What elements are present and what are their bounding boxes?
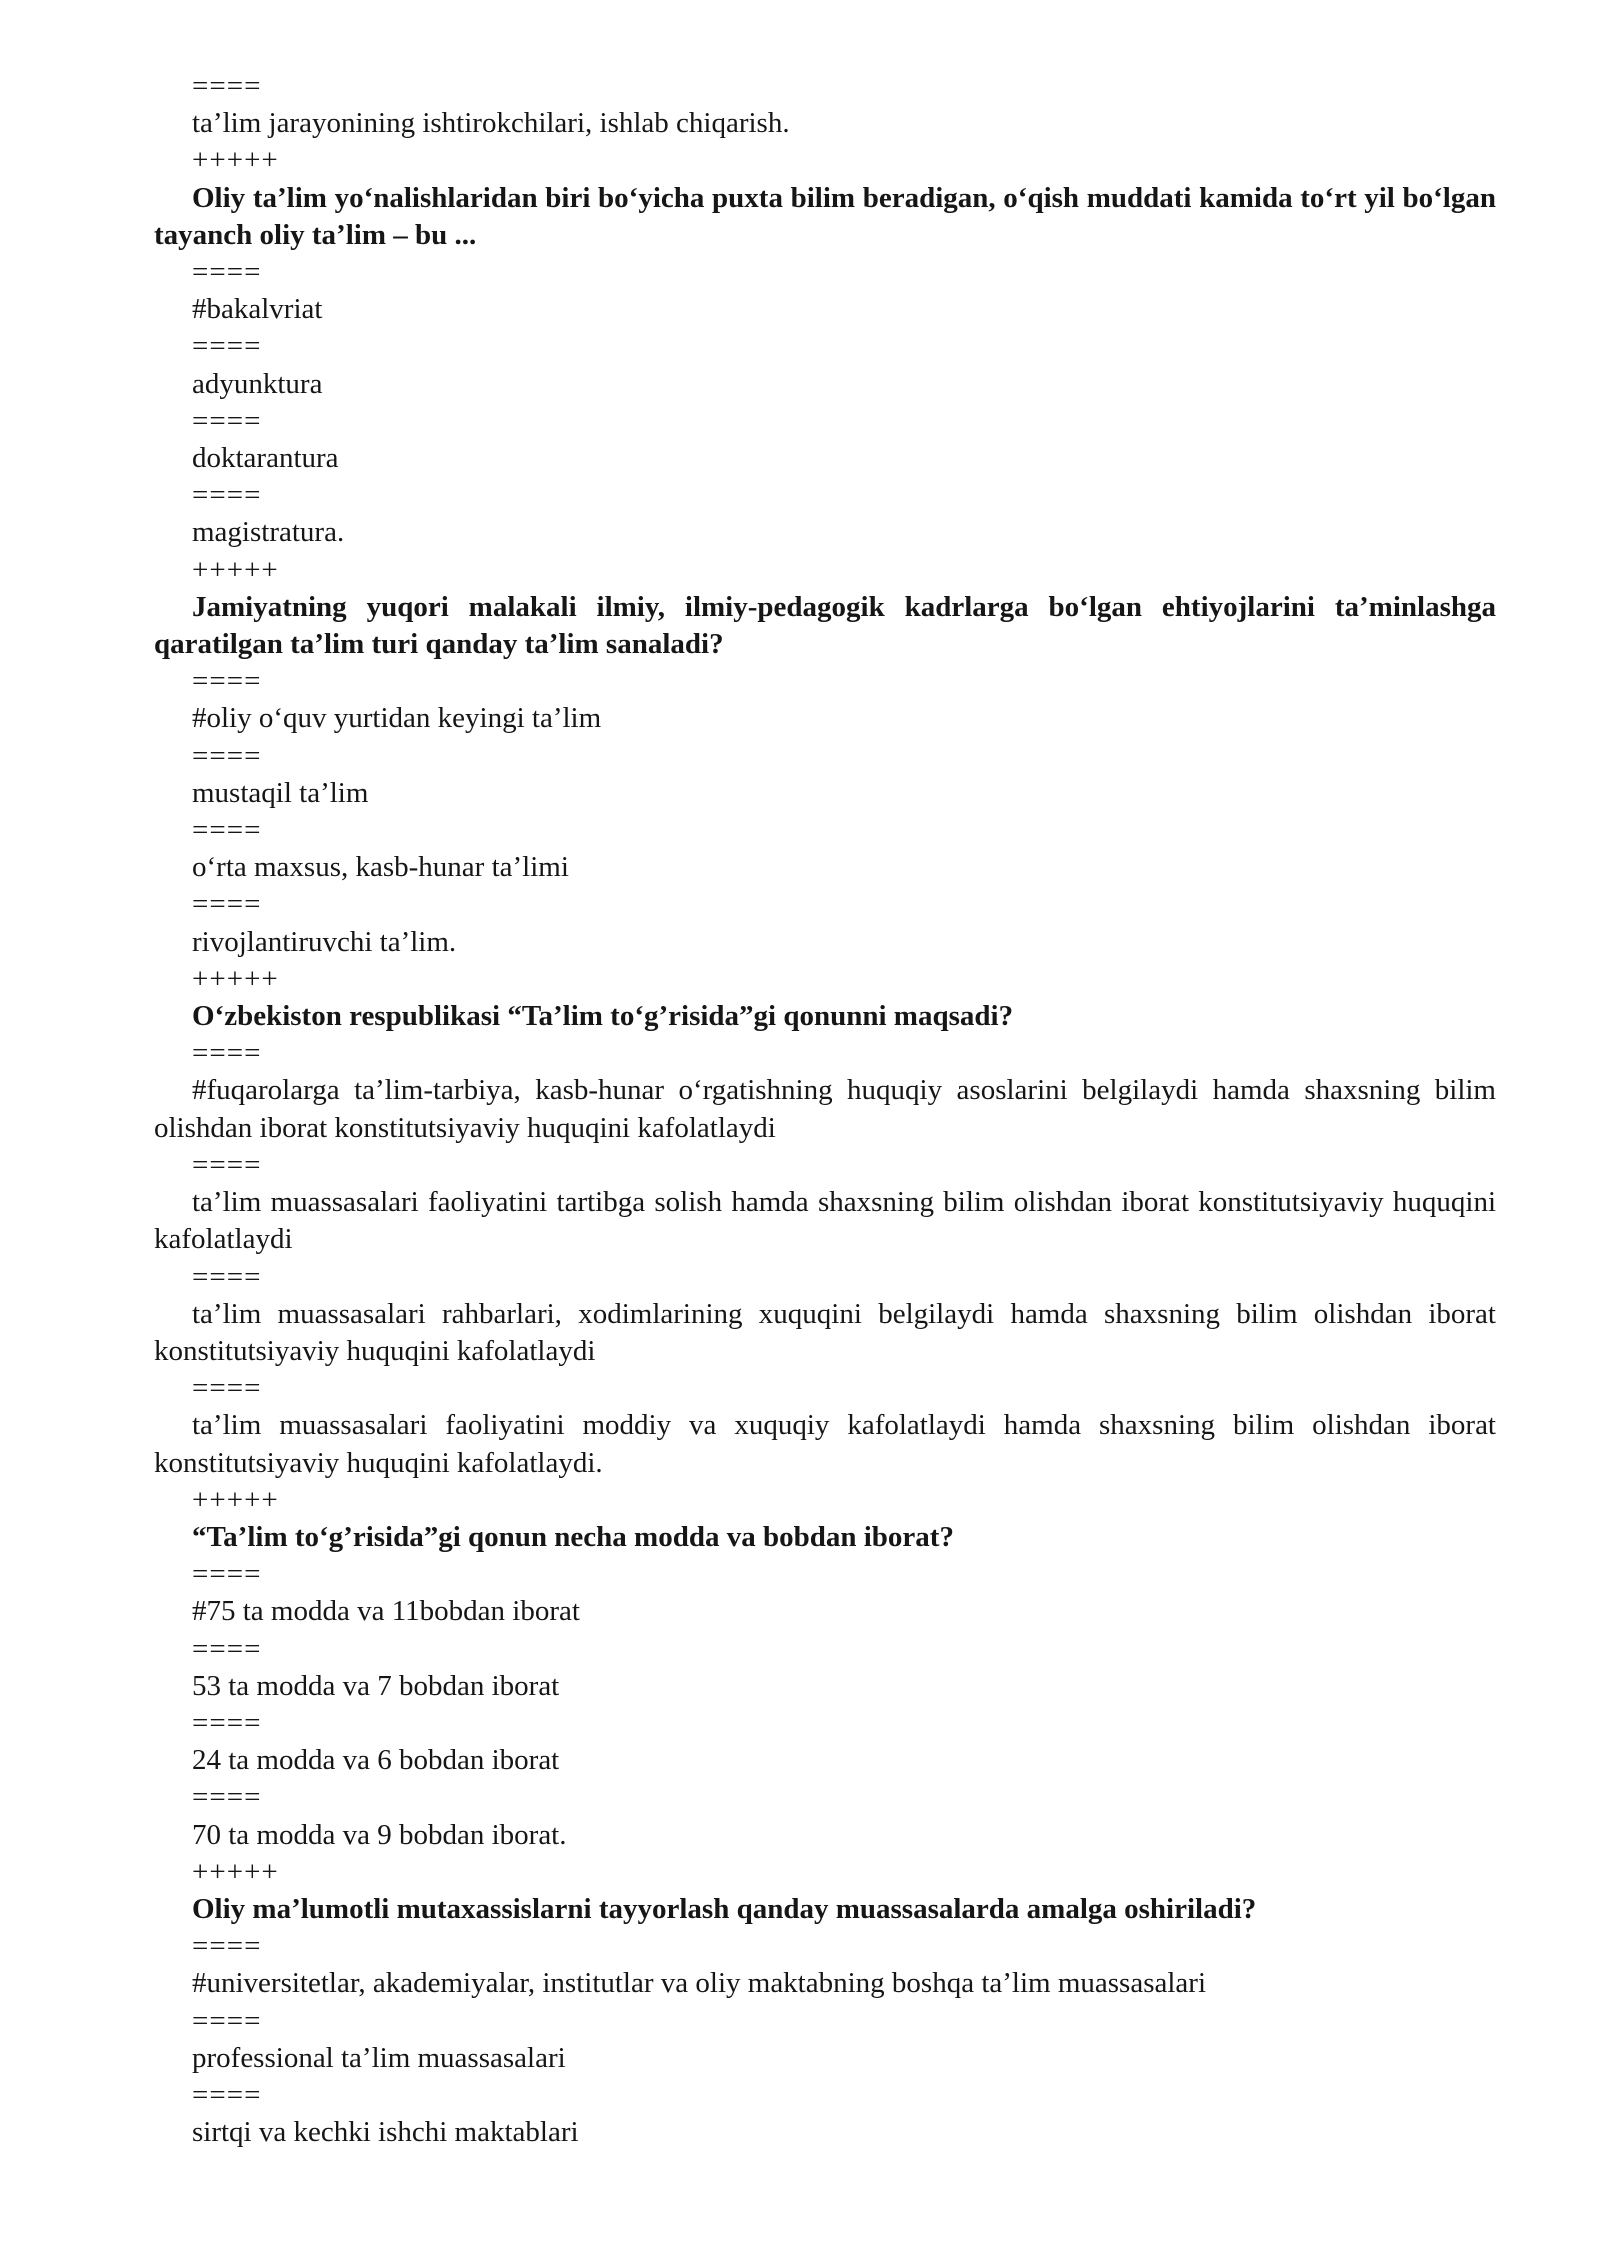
answer-option: #75 ta modda va 11bobdan iborat (192, 1595, 580, 1628)
question-text: “Ta’lim to‘g’risida”gi qonun necha modda va bobdan iborat? (192, 1520, 954, 1553)
answer-option: ta’lim jarayonining ishtirokchilari, ishlab chiqarish. (192, 107, 790, 140)
answer-option: magistratura. (192, 516, 345, 549)
answer-option: ta’lim muassasalari rahbarlari, xodimlarining xuquqini belgilaydi hamda shaxsning bilim olishdan iborat konstitutsiyaviy huquqini kafolatlaydi (154, 1297, 1496, 1367)
answer-option: ta’lim muassasalari faoliyatini moddiy va xuquqiy kafolatlaydi hamda shaxsning bilim olishdan iborat konstitutsiyaviy huquqini kafolatlaydi. (154, 1409, 1496, 1479)
answer-option: #fuqarolarga ta’lim-tarbiya, kasb-hunar o‘rgatishning huquqiy asoslarini belgilaydi hamda shaxsning bilim olishdan iborat konstitutsiyaviy huquqini kafolatlaydi (154, 1074, 1496, 1144)
separator-line: ==== (192, 1706, 262, 1739)
answer-option: doktarantura (192, 442, 339, 475)
separator-line: ==== (192, 888, 262, 921)
answer-option: 53 ta modda va 7 bobdan iborat (192, 1669, 560, 1702)
separator-line: +++++ (192, 962, 279, 995)
separator-line: +++++ (192, 553, 279, 586)
separator-line: ==== (192, 479, 262, 512)
answer-option: #bakalvriat (192, 293, 323, 326)
answer-option: #universitetlar, akademiyalar, institutlar va oliy maktabning boshqa ta’lim muassasalari (192, 1967, 1207, 2000)
separator-line: ==== (192, 256, 262, 289)
separator-line: ==== (192, 1037, 262, 1070)
separator-line: +++++ (192, 144, 279, 177)
answer-option: 70 ta modda va 9 bobdan iborat. (192, 1818, 567, 1851)
answer-option: rivojlantiruvchi ta’lim. (192, 925, 457, 958)
separator-line: ==== (192, 404, 262, 437)
separator-line: ==== (192, 1148, 262, 1181)
separator-line: ==== (192, 1260, 262, 1293)
answer-option: sirtqi va kechki ishchi maktablari (192, 2116, 579, 2149)
separator-line: +++++ (192, 1483, 279, 1516)
answer-option: mustaqil ta’lim (192, 776, 369, 809)
question-text: Oliy ma’lumotli mutaxassislarni tayyorlash qanday muassasalarda amalga oshiriladi? (192, 1892, 1257, 1925)
separator-line: ==== (192, 2004, 262, 2037)
separator-line: +++++ (192, 1855, 279, 1888)
question-text: Jamiyatning yuqori malakali ilmiy, ilmiy-pedagogik kadrlarga bo‘lgan ehtiyojlarini ta’minlashga qaratilgan ta’lim turi qanday ta’lim sanaladi? (154, 590, 1496, 661)
separator-line: ==== (192, 2078, 262, 2111)
separator-line: ==== (192, 1781, 262, 1814)
answer-option: ta’lim muassasalari faoliyatini tartibga solish hamda shaxsning bilim olishdan iborat konstitutsiyaviy huquqini kafolatlaydi (154, 1186, 1496, 1256)
separator-line: ==== (192, 1930, 262, 1963)
separator-line: ==== (192, 1372, 262, 1405)
separator-line: ==== (192, 1558, 262, 1591)
separator-line: ==== (192, 665, 262, 698)
answer-option: adyunktura (192, 367, 323, 400)
answer-option: o‘rta maxsus, kasb-hunar ta’limi (192, 851, 569, 884)
separator-line: ==== (192, 1632, 262, 1665)
separator-line: ==== (192, 330, 262, 363)
separator-line: ==== (192, 70, 262, 102)
answer-option: 24 ta modda va 6 bobdan iborat (192, 1744, 560, 1777)
separator-line: ==== (192, 739, 262, 772)
separator-line: ==== (192, 814, 262, 847)
question-text: Oliy ta’lim yo‘nalishlaridan biri bo‘yicha puxta bilim beradigan, o‘qish muddati kamida to‘rt yil bo‘lgan tayanch oliy ta’lim – bu ... (154, 181, 1496, 251)
answer-option: professional ta’lim muassasalari (192, 2041, 566, 2074)
answer-option: #oliy o‘quv yurtidan keyingi ta’lim (192, 702, 602, 735)
question-text: O‘zbekiston respublikasi “Ta’lim to‘g’risida”gi qonunni maqsadi? (192, 1000, 1014, 1033)
